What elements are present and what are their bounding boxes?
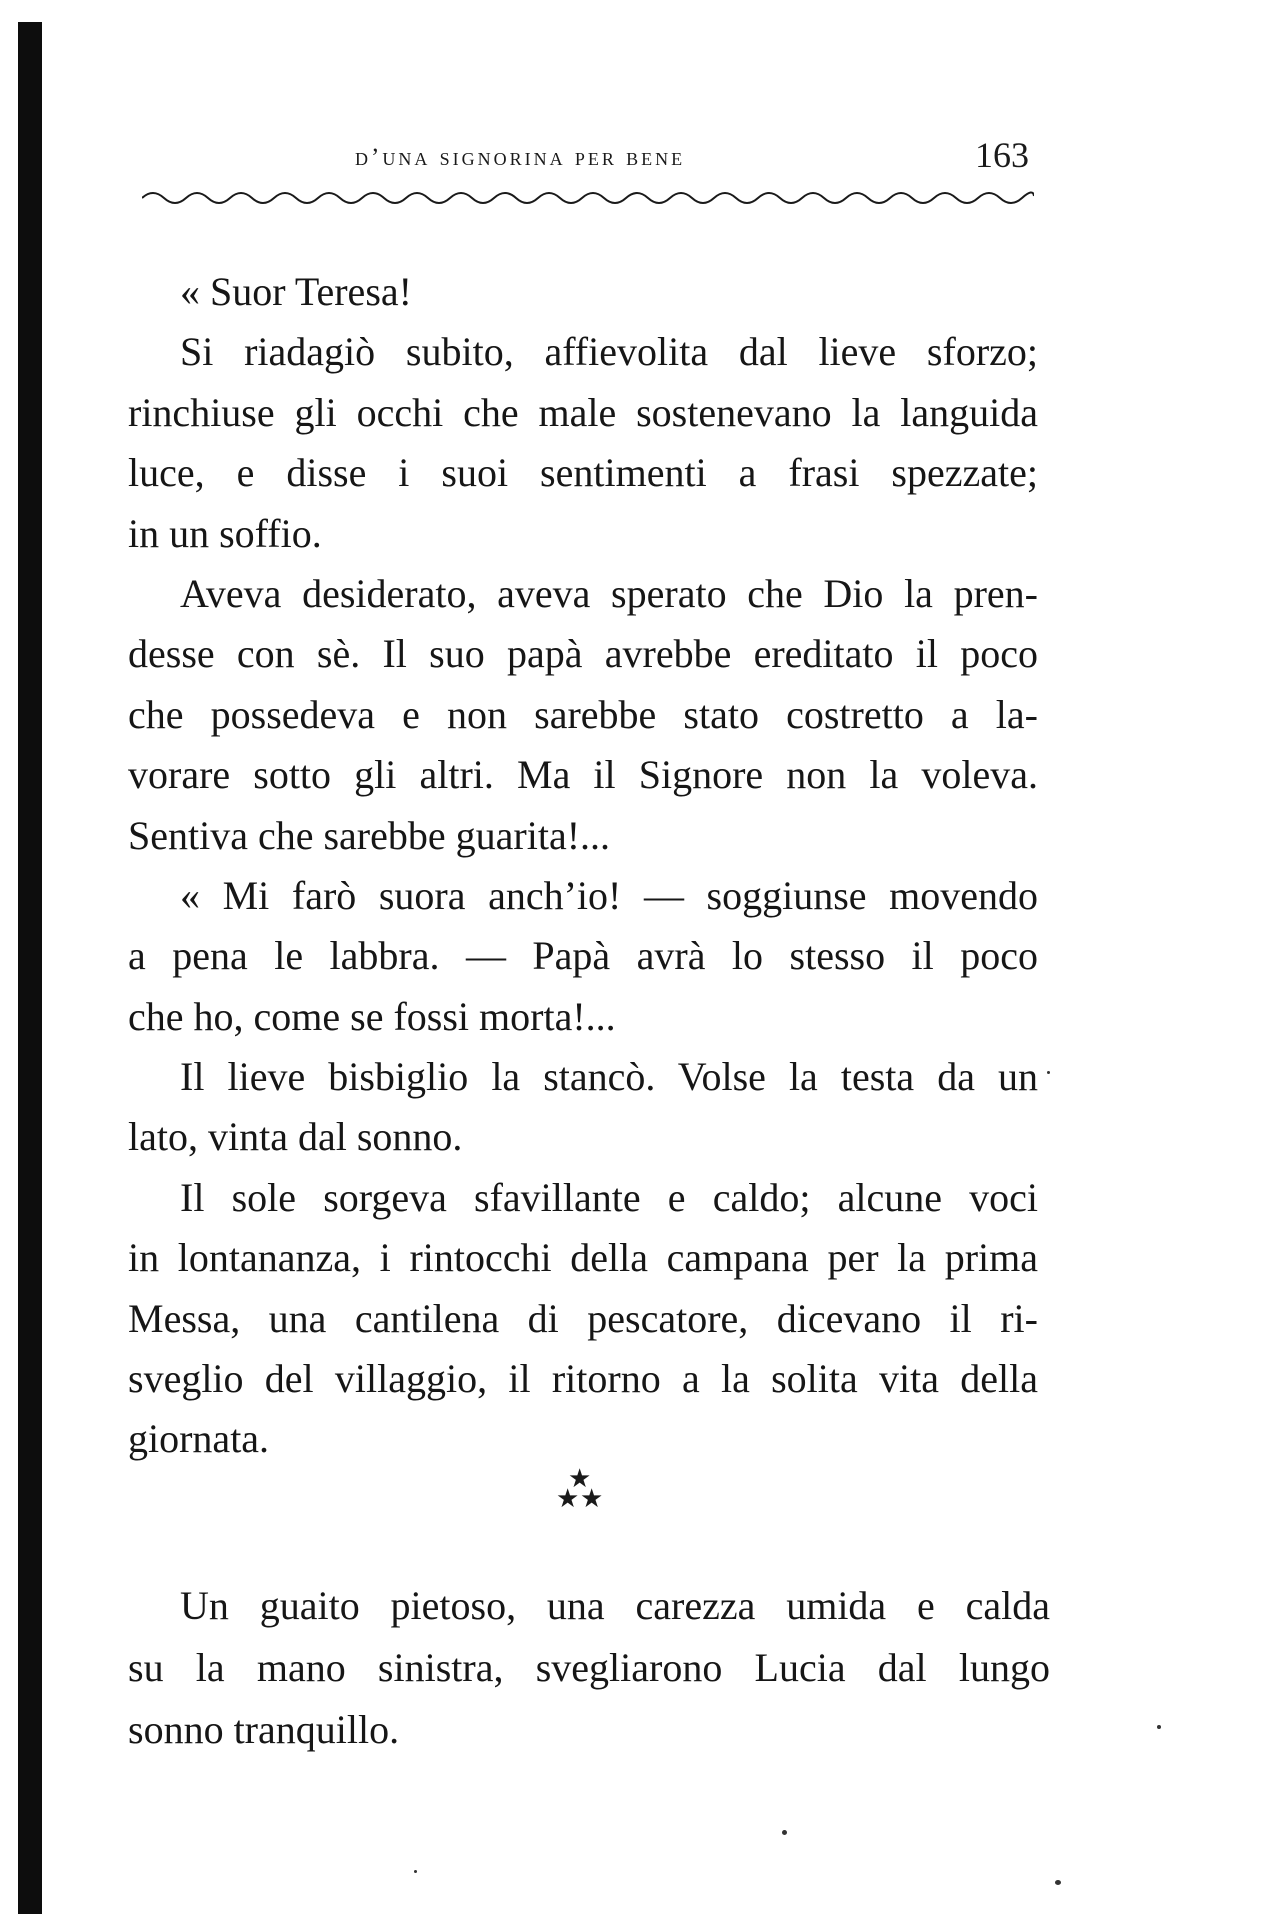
text-line: giornata. — [128, 1416, 270, 1462]
scan-speck — [1055, 1880, 1061, 1885]
text-line: Messa, una cantilena di pescatore, dicevano il ri- — [128, 1295, 1038, 1341]
text-line: Sentiva che sarebbe guarita!... — [128, 812, 611, 858]
page-number: 163 — [975, 135, 1029, 175]
text-line: sonno tranquillo. — [128, 1707, 400, 1752]
text-line: a pena le labbra. — Papà avrà lo stesso il poco — [128, 933, 1038, 979]
text-line: che ho, come se fossi morta!... — [128, 993, 616, 1039]
asterism-star-left: ★ — [556, 1484, 580, 1513]
text-line: in un soffio. — [128, 510, 322, 556]
text-line: su la mano sinistra, svegliarono Lucia dal lungo — [128, 1645, 1050, 1690]
text-line: Aveva desiderato, aveva sperato che Dio la pren- — [180, 570, 1038, 616]
scan-speck — [1047, 1071, 1050, 1074]
scan-speck — [782, 1830, 787, 1835]
text-line: « Mi farò suora anch’io! — soggiunse movendo — [180, 872, 1038, 918]
running-header — [0, 128, 1262, 178]
text-line: in lontananza, i rintocchi della campana per la prima — [128, 1235, 1038, 1281]
section-break-asterism — [540, 1466, 620, 1526]
wavy-rule-divider — [142, 186, 1034, 206]
asterism-star-top: ★ — [568, 1464, 592, 1493]
text-line: sveglio del villaggio, il ritorno a la solita vita della — [128, 1356, 1038, 1402]
text-line: vorare sotto gli altri. Ma il Signore non la voleva. — [128, 752, 1038, 798]
text-line: Il lieve bisbiglio la stancò. Volse la testa da un — [180, 1054, 1038, 1100]
scan-speck — [414, 1870, 417, 1873]
body-text — [128, 262, 1038, 1470]
running-title: d’una signorina per bene — [355, 144, 686, 171]
asterism-star-right: ★ — [580, 1484, 604, 1513]
text-line: rinchiuse gli occhi che male sostenevano la languida — [128, 389, 1038, 435]
text-line: Si riadagiò subito, affievolita dal lieve sforzo; — [180, 329, 1038, 375]
scan-speck — [1157, 1725, 1161, 1729]
text-line: « Suor Teresa! — [180, 269, 412, 314]
text-line: che possedeva e non sarebbe stato costretto a la- — [128, 691, 1038, 737]
text-line: Il sole sorgeva sfavillante e caldo; alcune voci — [180, 1174, 1038, 1220]
text-line: lato, vinta dal sonno. — [128, 1114, 463, 1160]
text-line: luce, e disse i suoi sentimenti a frasi spezzate; — [128, 450, 1038, 496]
body-text-after-break — [128, 1575, 1050, 1761]
page-spine-shadow — [18, 22, 42, 1914]
text-line: desse con sè. Il suo papà avrebbe ereditato il poco — [128, 631, 1038, 677]
text-line: Un guaito pietoso, una carezza umida e calda — [180, 1583, 1050, 1628]
